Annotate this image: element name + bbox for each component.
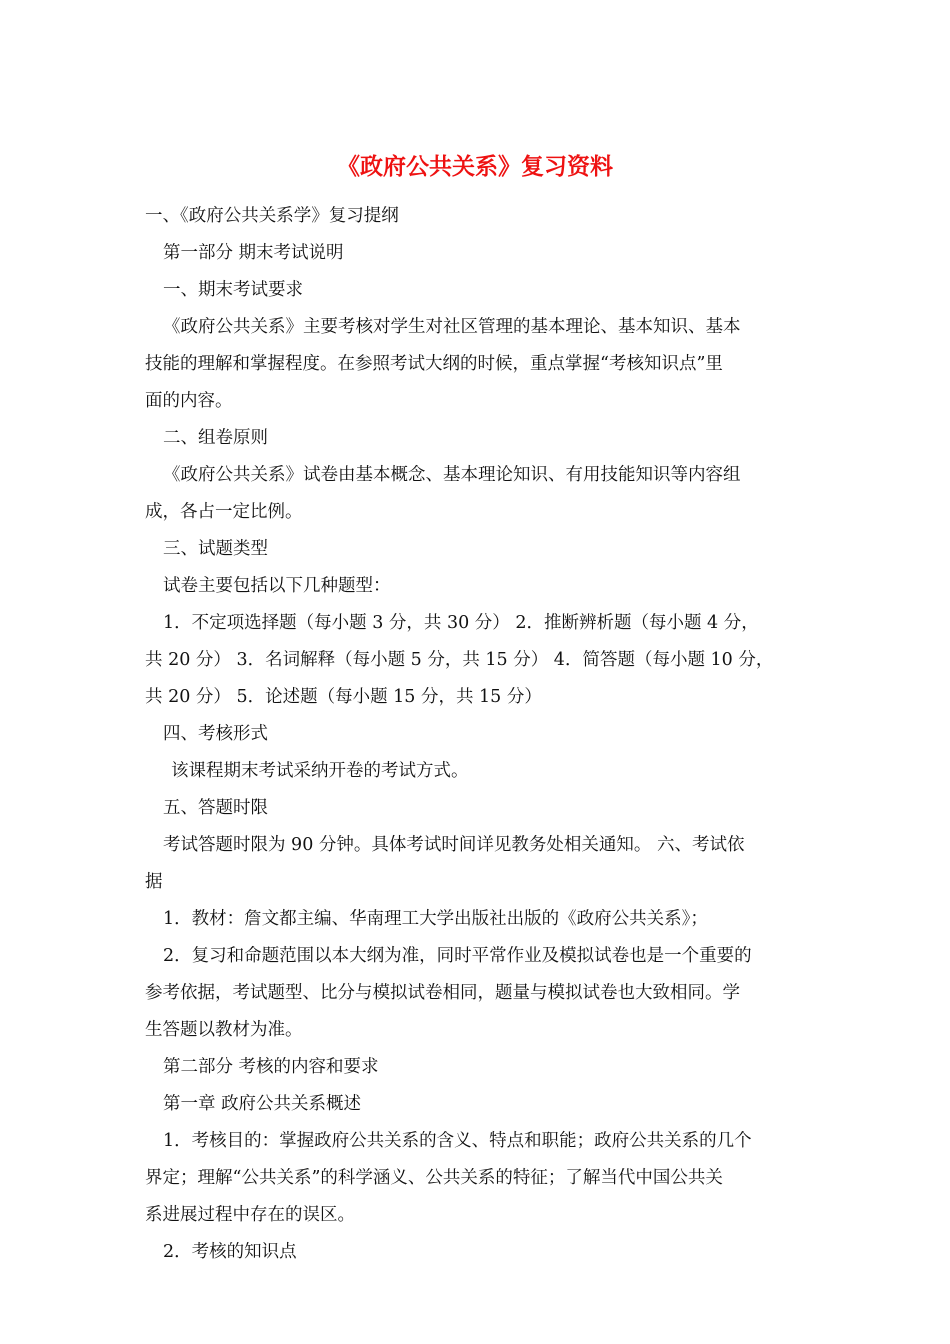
paragraph-sec2-heading	[145, 420, 813, 457]
text-line: 1．考核目的：掌握政府公共关系的含义、特点和职能；政府公共关系的几个	[163, 1131, 752, 1151]
text-line: 面的内容。	[145, 391, 233, 411]
paragraph-part1-heading	[145, 235, 813, 272]
paragraph-basis-2	[145, 938, 813, 1049]
text-line: 二、组卷原则	[163, 428, 268, 448]
text-line: 第二部分 考核的内容和要求	[163, 1057, 379, 1077]
paragraph-sec4-heading	[145, 716, 813, 753]
paragraph-sec3-heading	[145, 531, 813, 568]
paragraph-sec5-heading	[145, 790, 813, 827]
text-line: 1．教材：詹文都主编、华南理工大学出版社出版的《政府公共关系》；	[163, 909, 708, 929]
text-line: 《政府公共关系》试卷由基本概念、基本理论知识、有用技能知识等内容组	[163, 465, 741, 485]
text-line: 考试答题时限为 90 分钟。具体考试时间详见教务处相关通知。 六、考试依	[163, 835, 745, 855]
text-line: 2．考核的知识点	[163, 1242, 297, 1262]
text-line: 第一章 政府公共关系概述	[163, 1094, 362, 1114]
text-line: 技能的理解和掌握程度。在参照考试大纲的时候，重点掌握“考核知识点”里	[145, 354, 723, 374]
text-line: 2．复习和命题范围以本大纲为准，同时平常作业及模拟试卷也是一个重要的	[163, 946, 752, 966]
text-line: 一、《政府公共关系学》复习提纲	[145, 206, 399, 226]
paragraph-sec3-types	[145, 605, 813, 716]
text-line: 系进展过程中存在的误区。	[145, 1205, 355, 1225]
paragraph-sec3-intro	[145, 568, 813, 605]
document-title: 《政府公共关系》复习资料	[337, 153, 613, 180]
text-line: 共 20 分） 5．论述题（每小题 15 分，共 15 分）	[145, 687, 542, 707]
text-line: 1．不定项选择题（每小题 3 分，共 30 分） 2．推断辨析题（每小题 4 分，	[163, 613, 759, 633]
paragraph-sec4-body	[145, 753, 813, 790]
paragraph-basis-1	[145, 901, 813, 938]
text-line: 成，各占一定比例。	[145, 502, 303, 522]
text-line: 一、期末考试要求	[163, 280, 303, 300]
text-line: 该课程期末考试采纳开卷的考试方式。	[171, 761, 469, 781]
paragraph-sec2-body	[145, 457, 813, 531]
paragraph-outline-heading	[145, 198, 813, 235]
paragraph-sec1-body	[145, 309, 813, 420]
document-body	[145, 198, 813, 1271]
text-line: 三、试题类型	[163, 539, 268, 559]
text-line: 《政府公共关系》主要考核对学生对社区管理的基本理论、基本知识、基本	[163, 317, 741, 337]
paragraph-ch1-heading	[145, 1086, 813, 1123]
paragraph-ch1-points	[145, 1234, 813, 1271]
paragraph-sec1-heading	[145, 272, 813, 309]
text-line: 界定；理解“公共关系”的科学涵义、公共关系的特征；了解当代中国公共关	[145, 1168, 723, 1188]
paragraph-ch1-goal	[145, 1123, 813, 1234]
text-line: 共 20 分） 3．名词解释（每小题 5 分，共 15 分） 4．简答题（每小题 10 分，	[145, 650, 774, 670]
text-line: 五、答题时限	[163, 798, 268, 818]
text-line: 四、考核形式	[163, 724, 268, 744]
text-line: 第一部分 期末考试说明	[163, 243, 344, 263]
text-line: 试卷主要包括以下几种题型：	[163, 576, 391, 596]
paragraph-part2-heading	[145, 1049, 813, 1086]
text-line: 生答题以教材为准。	[145, 1020, 303, 1040]
text-line: 参考依据，考试题型、比分与模拟试卷相同，题量与模拟试卷也大致相同。学	[145, 983, 740, 1003]
text-line: 据	[145, 872, 163, 892]
paragraph-sec5-body	[145, 827, 813, 901]
